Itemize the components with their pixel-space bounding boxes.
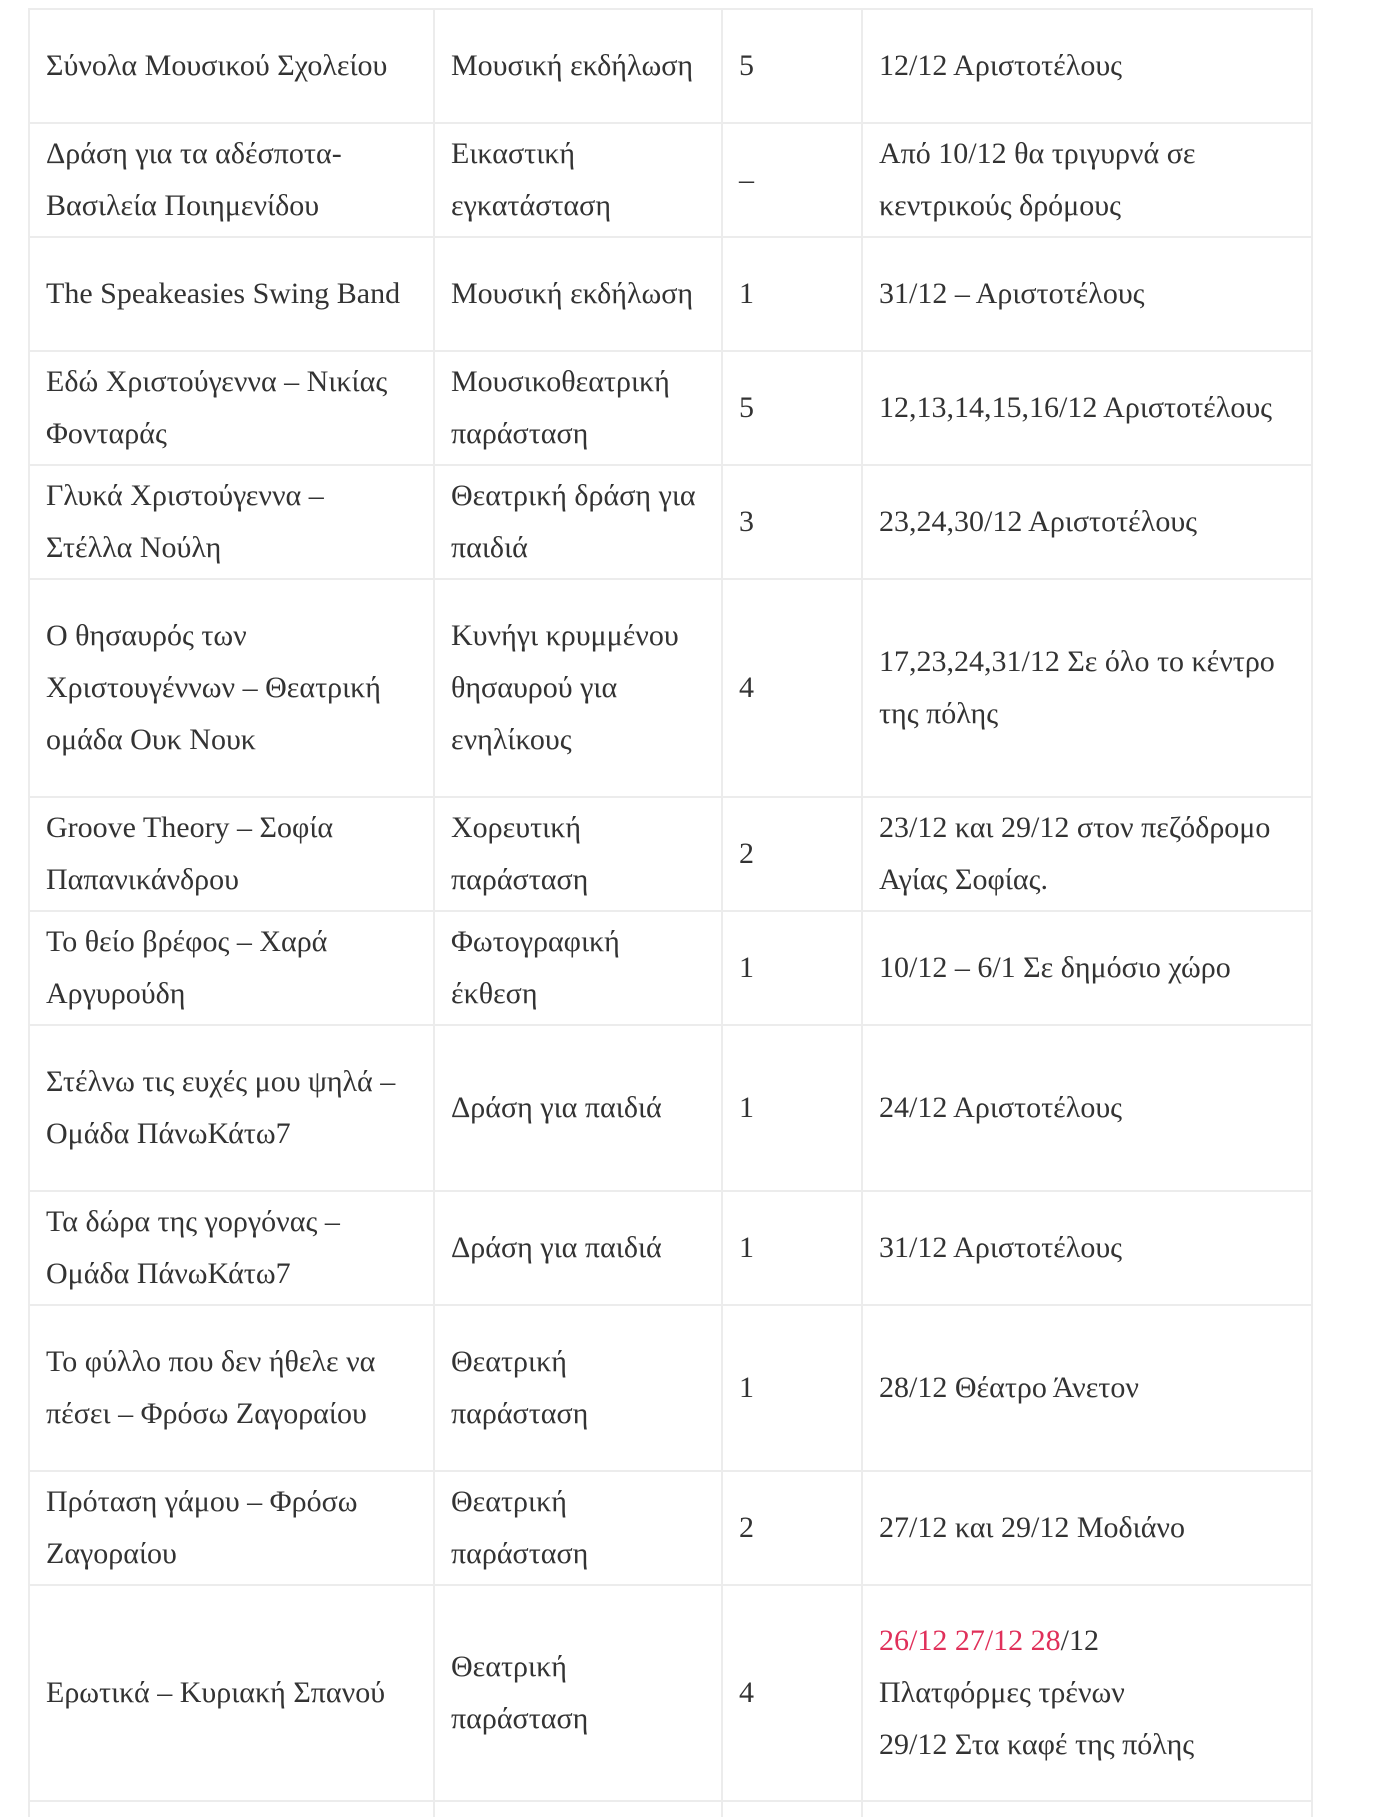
table-row — [29, 579, 1312, 797]
event-dates-cell: 31/12 – Αριστοτέλους — [862, 237, 1312, 351]
event-name-cell: The Speakeasies Swing Band — [29, 237, 434, 351]
event-count-cell: 3 — [722, 465, 862, 579]
event-count-cell: 2 — [722, 1471, 862, 1585]
event-type-cell: Φωτογραφική έκθεση — [434, 911, 722, 1025]
table-row — [29, 1305, 1312, 1471]
table-row — [29, 911, 1312, 1025]
table-row — [29, 1585, 1312, 1801]
event-count-cell: 2 — [722, 797, 862, 911]
event-type-cell: Δράση για παιδιά — [434, 1191, 722, 1305]
event-name-cell: Το θείο βρέφος – Χαρά Αργυρούδη — [29, 911, 434, 1025]
event-type-cell: Μουσική εκδήλωση — [434, 237, 722, 351]
events-table — [28, 8, 1313, 1817]
event-count-cell: 1 — [722, 237, 862, 351]
dates-line-2: Πλατφόρμες τρένων — [879, 1676, 1125, 1709]
empty-cell — [434, 1801, 722, 1817]
event-dates-cell: 12,13,14,15,16/12 Αριστοτέλους — [862, 351, 1312, 465]
event-name-cell: Γλυκά Χριστούγεννα – Στέλλα Νούλη — [29, 465, 434, 579]
event-count-cell: 1 — [722, 1305, 862, 1471]
event-type-cell: Δράση για παιδιά — [434, 1025, 722, 1191]
event-dates-cell: 28/12 Θέατρο Άνετον — [862, 1305, 1312, 1471]
event-count-cell: – — [722, 123, 862, 237]
event-name-cell: Ο θησαυρός των Χριστουγέννων – Θεατρική ομάδα Ουκ Νουκ — [29, 579, 434, 797]
table-row — [29, 1191, 1312, 1305]
event-type-cell: Θεατρική δράση για παιδιά — [434, 465, 722, 579]
table-row — [29, 465, 1312, 579]
event-name-cell: Δράση για τα αδέσποτα- Βασιλεία Ποιημενίδου — [29, 123, 434, 237]
event-type-cell: Χορευτική παράσταση — [434, 797, 722, 911]
table-row-partial — [29, 1801, 1312, 1817]
event-dates-cell: 23/12 και 29/12 στον πεζόδρομο Αγίας Σοφίας. — [862, 797, 1312, 911]
empty-cell — [862, 1801, 1312, 1817]
table-row — [29, 351, 1312, 465]
empty-cell — [722, 1801, 862, 1817]
event-count-cell: 1 — [722, 1191, 862, 1305]
event-type-cell: Μουσικοθεατρική παράσταση — [434, 351, 722, 465]
event-name-cell: Groove Theory – Σοφία Παπανικάνδρου — [29, 797, 434, 911]
event-name-cell: Ερωτικά – Κυριακή Σπανού — [29, 1585, 434, 1801]
dates-line-1 — [879, 1615, 1295, 1667]
event-count-cell: 1 — [722, 1025, 862, 1191]
table-row — [29, 237, 1312, 351]
event-name-cell: Στέλνω τις ευχές μου ψηλά – Ομάδα ΠάνωΚάτω7 — [29, 1025, 434, 1191]
table-row — [29, 1025, 1312, 1191]
event-dates-cell: 27/12 και 29/12 Μοδιάνο — [862, 1471, 1312, 1585]
event-name-cell: Πρόταση γάμου – Φρόσω Ζαγοραίου — [29, 1471, 434, 1585]
dates-line-3: 29/12 Στα καφέ της πόλης — [879, 1728, 1195, 1761]
event-type-cell: Μουσική εκδήλωση — [434, 9, 722, 123]
event-dates-cell: 10/12 – 6/1 Σε δημόσιο χώρο — [862, 911, 1312, 1025]
event-type-cell: Εικαστική εγκατάσταση — [434, 123, 722, 237]
event-dates-cell — [862, 1585, 1312, 1801]
table-row — [29, 9, 1312, 123]
event-name-cell: Τα δώρα της γοργόνας – Ομάδα ΠάνωΚάτω7 — [29, 1191, 434, 1305]
event-type-cell: Θεατρική παράσταση — [434, 1305, 722, 1471]
event-dates-cell: 12/12 Αριστοτέλους — [862, 9, 1312, 123]
event-count-cell: 4 — [722, 1585, 862, 1801]
table-row — [29, 797, 1312, 911]
event-count-cell: 1 — [722, 911, 862, 1025]
event-count-cell: 4 — [722, 579, 862, 797]
event-name-cell: Εδώ Χριστούγεννα – Νικίας Φονταράς — [29, 351, 434, 465]
table-row — [29, 1471, 1312, 1585]
event-dates-cell: 23,24,30/12 Αριστοτέλους — [862, 465, 1312, 579]
dates-suffix: /12 — [1060, 1624, 1100, 1657]
event-count-cell: 5 — [722, 9, 862, 123]
empty-cell — [29, 1801, 434, 1817]
event-type-cell: Κυνήγι κρυμμένου θησαυρού για ενηλίκους — [434, 579, 722, 797]
event-type-cell: Θεατρική παράσταση — [434, 1585, 722, 1801]
event-dates-cell: 31/12 Αριστοτέλους — [862, 1191, 1312, 1305]
event-dates-cell: Από 10/12 θα τριγυρνά σε κεντρικούς δρόμους — [862, 123, 1312, 237]
events-table-body — [29, 9, 1312, 1817]
event-type-cell: Θεατρική παράσταση — [434, 1471, 722, 1585]
event-name-cell: Το φύλλο που δεν ήθελε να πέσει – Φρόσω Ζαγοραίου — [29, 1305, 434, 1471]
table-row — [29, 123, 1312, 237]
event-dates-cell: 17,23,24,31/12 Σε όλο το κέντρο της πόλης — [862, 579, 1312, 797]
event-count-cell: 5 — [722, 351, 862, 465]
event-name-cell: Σύνολα Μουσικού Σχολείου — [29, 9, 434, 123]
dates-link[interactable]: 26/12 27/12 28 — [879, 1624, 1061, 1657]
event-dates-cell: 24/12 Αριστοτέλους — [862, 1025, 1312, 1191]
